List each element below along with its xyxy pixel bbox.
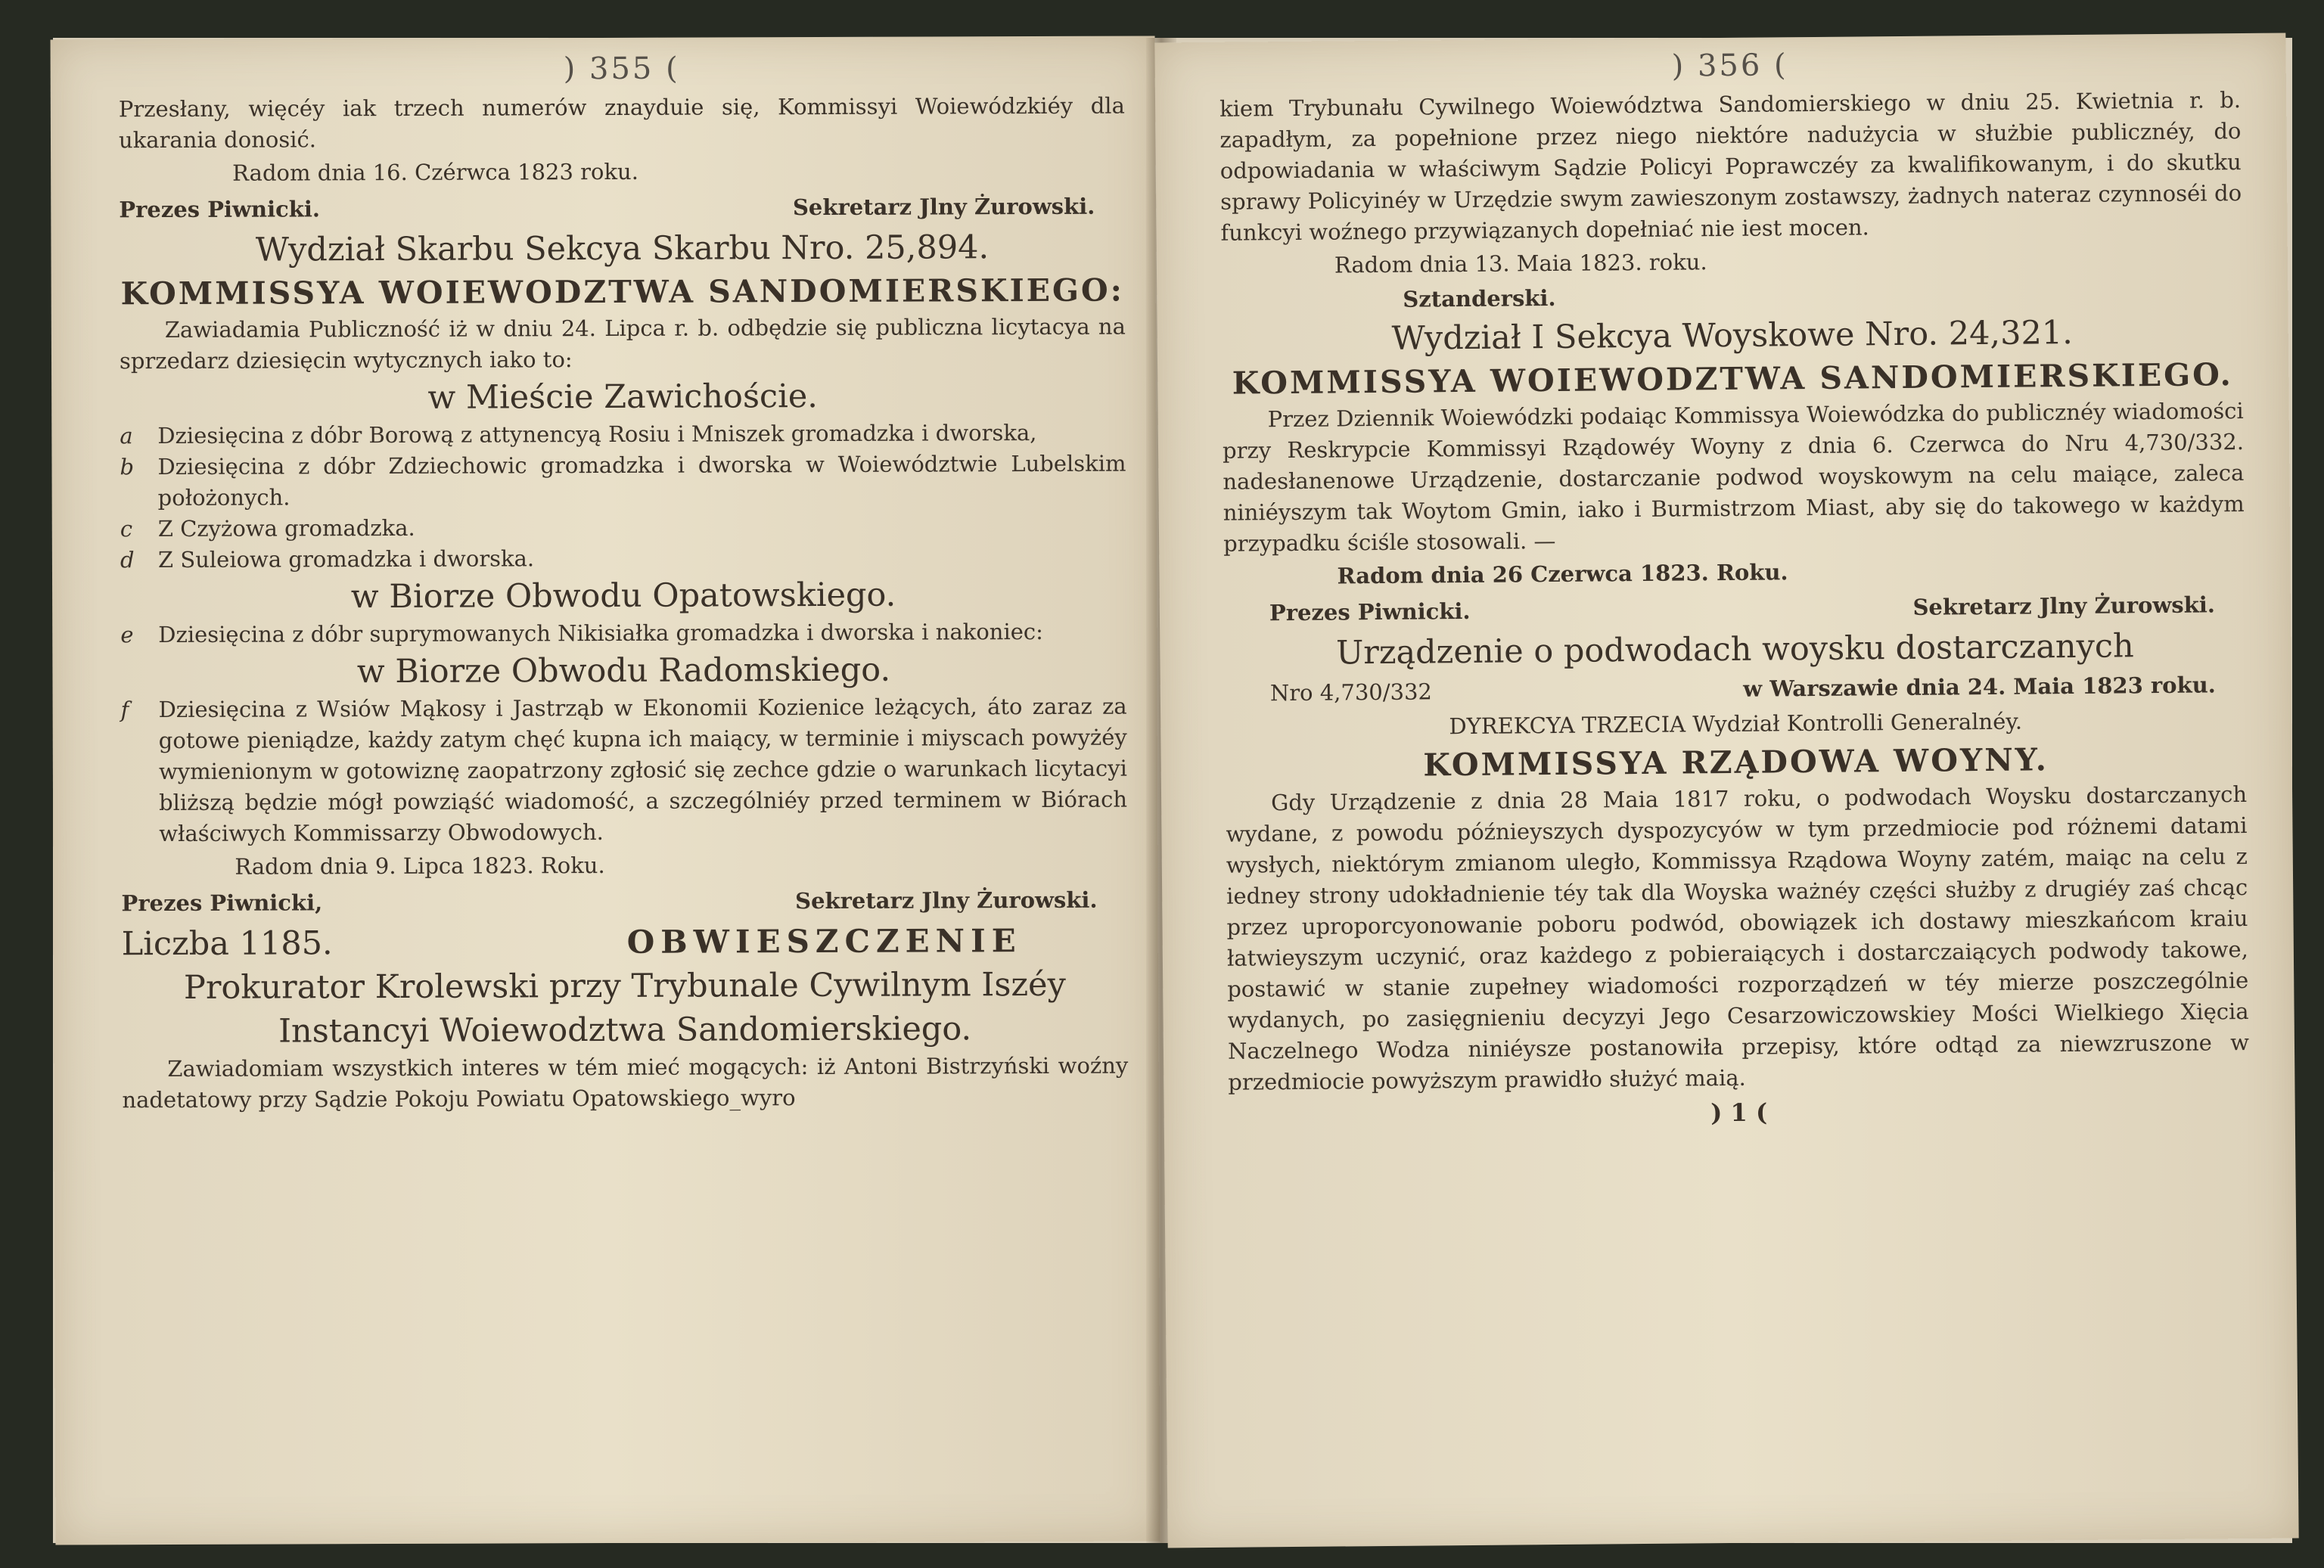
list-item (120, 616, 1126, 651)
item-letter: f (120, 697, 129, 723)
regulation-number: Nro 4,730/332 (1269, 678, 1433, 706)
department-heading: Wydział I Sekcya Woyskowe Nro. 24,321. (1391, 313, 2074, 358)
regulation-date: w Warszawie dnia 24. Maia 1823 roku. (1743, 672, 2216, 702)
announcement-title: OBWIESZCZENIE (626, 922, 1022, 961)
paragraph: Zawiadamia Publiczność iż w dniu 24. Lipca r. b. odbędzie się publiczna licytacya na sprzedarz dziesięcin wytycznych iako to: (119, 313, 1126, 374)
item-letter: c (120, 516, 133, 542)
paragraph: kiem Trybunału Cywilnego Woiewództwa Sandomierskiego w dniu 25. Kwietnia r. b. zapadłym, za popełnione przez niego niektóre nadużycia w służbie publicznéy, do odpowiadania w właściwym Sądzie Policyi Poprawczéy za kwalifikowanym, i do skutku sprawy Policyinéy w Urzędzie swym zawieszonym zostawszy, żadnych nateraz czynnoséi do funkcyi woźnego przywiązanych dopełniać nie iest mocen. (1219, 87, 2242, 246)
page-number: ) 355 ( (563, 51, 680, 87)
item-text: Z Czyżowa gromadzka. (157, 514, 415, 542)
signature-secretary: Sekretarz Jlny Żurowski. (1912, 591, 2216, 620)
date-line: Radom dnia 13. Maia 1823. roku. (1334, 249, 1707, 278)
paragraph: Zawiadomiam wszystkich interes w tém mieć mogących: iż Antoni Bistrzyński woźny nadetatowy przy Sądzie Pokoju Powiatu Opatowskiego_wyro (122, 1052, 1129, 1113)
list-item (120, 449, 1126, 514)
war-commission-heading: KOMMISSYA RZĄDOWA WOYNY. (1423, 741, 2049, 784)
list-item (120, 418, 1126, 452)
item-text: Dziesięcina z Wsiów Mąkosy i Jastrząb w Ekonomii Kozienice leżących, áto zaraz za gotowe pieniądze, każdy zatym chęć kupna ich maiący, w terminie i miyscach powyżéy wymienionym w gotowiznę zaopatrzony zgłosić się zechce gdzie o warunkach licytacyi bliższą będzie mógł powziąść wiadomość, a szczególniéy przed terminem w Biórach właściwych Kommissarzy Obwodowych. (158, 693, 1128, 847)
commission-heading: KOMMISSYA WOIEWODZTWA SANDOMIERSKIEGO. (1232, 356, 2233, 402)
signature-president: Prezes Piwnicki. (119, 196, 321, 223)
signature-president: Prezes Piwnicki. (1269, 598, 1471, 626)
list-item (121, 691, 1128, 850)
right-page (1154, 33, 2298, 1548)
date-line: Radom dnia 9. Lipca 1823. Roku. (235, 852, 605, 880)
item-text: Dziesięcina z dóbr Zdziechowic gromadzka i dworska w Woiewództwie Lubelskim położonych. (157, 450, 1126, 511)
commission-heading: KOMMISSYA WOIEWODZTWA SANDOMIERSKIEGO: (120, 272, 1124, 312)
location-heading: w Mieście Zawichoście. (427, 377, 819, 417)
item-letter: e (120, 622, 134, 648)
signature-line (119, 188, 1125, 229)
prosecutor-heading: Prokurator Krolewski przy Trybunale Cywilnym Iszéy (183, 965, 1066, 1007)
signature-line: Sztanderski. (1403, 284, 1556, 312)
catchword: ) 1 ( (1710, 1098, 1768, 1128)
item-text: Dziesięcina z dóbr suprymowanych Nikisiałka gromadzka i dworska i nakoniec: (158, 618, 1043, 648)
date-line: Radom dnia 26 Czerwca 1823. Roku. (1337, 559, 1788, 589)
directorate-line: DYREKCYA TRZECIA Wydział Kontrolli Generalnéy. (1449, 708, 2023, 740)
document-number: Liczba 1185. (121, 924, 333, 964)
list-item (120, 542, 1126, 576)
list-item (120, 511, 1126, 545)
location-heading: w Biorze Obwodu Opatowskiego. (350, 576, 896, 616)
signature-secretary: Sekretarz Jlny Żurowski. (795, 886, 1098, 914)
item-text: Dziesięcina z dóbr Borową z attynencyą Rosiu i Mniszek gromadzka i dworska, (157, 420, 1037, 449)
signature-line (121, 881, 1127, 923)
left-page (51, 36, 1160, 1545)
open-book (53, 38, 2292, 1543)
prosecutor-heading-2: Instancyi Woiewodztwa Sandomierskiego. (278, 1010, 972, 1051)
location-heading: w Biorze Obwodu Radomskiego. (356, 650, 891, 691)
announcement-header (122, 919, 1128, 967)
signature-secretary: Sekretarz Jlny Żurowski. (792, 193, 1095, 221)
page-number: ) 356 ( (1671, 48, 1788, 84)
department-heading: Wydział Skarbu Sekcya Skarbu Nro. 25,894. (255, 228, 990, 269)
date-line: Radom dnia 16. Czérwca 1823 roku. (232, 158, 638, 186)
paragraph: Przez Dziennik Woiewódzki podaiąc Kommissya Woiewódzka do publicznéy wiadomości przy Reskrypcie Kommissyi Rządowéy Woyny z dnia 6. Czerwca do Nru 4,730/332. nadesłanenowe Urządzenie, dostarczanie podwod woyskowym na celu maiące, zaleca niniéyszym tak Woytom Gmin, iako i Burmistrzom Miast, aby się do takowego w każdym przypadku ściśle stosowali. — (1222, 398, 2245, 557)
signature-president: Prezes Piwnicki, (121, 890, 323, 917)
regulation-title: Urządzenie o podwodach woysku dostarczanych (1335, 627, 2134, 672)
item-letter: d (120, 547, 135, 573)
item-letter: b (120, 454, 135, 480)
paragraph: Przesłany, więcéy iak trzech numerów znayduie się, Kommissyi Woiewódzkiéy dla ukarania donosić. (118, 92, 1125, 154)
item-text: Z Suleiowa gromadzka i dworska. (157, 545, 535, 573)
paragraph: Gdy Urządzenie z dnia 28 Maia 1817 roku, o podwodach Woysku dostarczanych wydane, z powodu późnieyszych dyspozycyów w tym przedmiocie pod różnemi datami wysłych, niektórym zmianom uległo, Kommissya Rządowa Woyny zatém, maiąc na celu z iedney strony udokładnienie téy tak dla Woyska ważnéy części służby z drugiéy zaś chcąc przez uproporcyonowanie poboru podwód, obowiązek ich dostawy mieszkańcom kraiu łatwieyszym uczynić, oraz każdego z pobieraiących i dostarczaiących podwody takowe, postawić w stanie zupełney wiadomości rozporządzeń w téy mierze poszczególnie wydanych, po zasięgnieniu decyzyi Jego Cesarzowiczowskiey Mości Wielkiego Xięcia Naczelnego Wodza niniéysze postanowiła przepisy, które odtąd za niewzruszone w przedmiocie powyższym prawidło służyć maią. (1226, 781, 2250, 1095)
item-letter: a (120, 423, 133, 449)
